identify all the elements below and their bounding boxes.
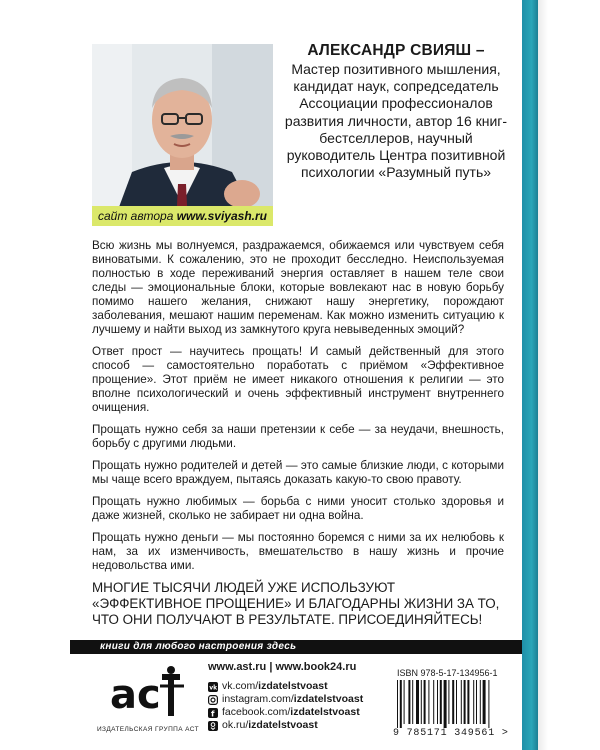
author-site-bar — [92, 206, 273, 226]
barcode-bar — [412, 680, 413, 724]
social-handle: izdatelstvoast — [290, 706, 360, 718]
social-handle: izdatelstvoast — [248, 719, 318, 731]
publisher-sites[interactable]: www.ast.ru | www.book24.ru — [208, 661, 357, 673]
barcode-bar — [448, 680, 449, 724]
social-link-ok[interactable] — [208, 719, 398, 732]
social-handle: izdatelstvoast — [258, 680, 328, 692]
social-prefix: ok.ru/ — [222, 719, 249, 731]
barcode-bar — [488, 680, 489, 728]
barcode-bar — [456, 680, 457, 724]
barcode-bar — [433, 680, 434, 724]
annotation-paragraph: Ответ прост — научитесь прощать! И самый действенный для этого способ — самостоятельно поработать с приёмом «Эффективное прощение». Этот приём не имеет никакого отношения к религии — это вполне психологический и очень эффективный инструмент внутреннего очищения. — [92, 345, 504, 414]
barcode-bar — [408, 680, 410, 724]
annotation-text — [92, 239, 504, 581]
social-link-instagram[interactable] — [208, 693, 398, 706]
author-name: АЛЕКСАНДР СВИЯШ – — [307, 42, 485, 59]
social-prefix: vk.com/ — [222, 680, 259, 692]
spine-edge — [522, 0, 538, 750]
barcode-bar — [437, 680, 438, 724]
ast-logo — [100, 664, 196, 724]
barcode-bar — [440, 680, 442, 724]
author-site-url: www.sviyash.ru — [176, 209, 267, 223]
barcode-bar — [428, 680, 429, 724]
call-to-action: МНОГИЕ ТЫСЯЧИ ЛЮДЕЙ УЖЕ ИСПОЛЬЗУЮТ «ЭФФЕКТИВНОЕ ПРОЩЕНИЕ» И БЛАГОДАРНЫ ЖИЗНИ ЗА ТО, ЧТО ОНИ ПОЛУЧАЮТ В РЕЗУЛЬТАТЕ. ПРИСОЕДИНЯЙТЕСЬ! — [92, 580, 500, 627]
barcode-bar — [416, 680, 419, 724]
author-portrait-illustration — [92, 44, 273, 226]
author-site-label: сайт автора — [98, 209, 174, 223]
barcode-bar — [467, 680, 469, 724]
author-photo — [92, 44, 273, 226]
publisher-caption: ИЗДАТЕЛЬСКАЯ ГРУППА АСТ — [96, 726, 199, 733]
annotation-paragraph: Прощать нужно родителей и детей — это самые близкие люди, с которыми мы чаще всего враждуем, пытаясь доказать какую-то свою правоту. — [92, 459, 504, 486]
spine-shadow — [538, 0, 548, 750]
annotation-paragraph: Прощать нужно деньги — мы постоянно боремся с ними за их нелюбовь к нам, за их изменчивость, вмешательство в нашу жизнь и прочие недовольства ими. — [92, 531, 504, 572]
barcode-bar — [480, 680, 481, 724]
barcode-bar — [473, 680, 474, 724]
barcode-bar — [444, 680, 447, 728]
barcode-bar — [421, 680, 422, 724]
social-prefix: facebook.com/ — [222, 706, 291, 718]
barcode-bar — [400, 680, 402, 728]
series-banner: книги для любого настроения здесь — [70, 640, 522, 654]
vk-icon — [208, 682, 218, 692]
barcode-bar — [424, 680, 426, 724]
barcode-bar — [464, 680, 466, 724]
author-bio: Мастер позитивного мышления, кандидат наук, сопредседатель Ассоциации профессионалов развития личности, автор 16 книг-бестселлеров, научный руководитель Центра позитивной психологии «Разумный путь» — [284, 61, 508, 181]
barcode-image — [393, 680, 509, 728]
facebook-icon — [208, 708, 218, 718]
social-prefix: instagram.com/ — [222, 693, 294, 705]
back-cover — [70, 22, 522, 750]
svg-text:vk: vk — [209, 684, 218, 692]
barcode-bar — [452, 680, 454, 724]
social-handle: izdatelstvoast — [293, 693, 364, 705]
ok-icon — [208, 721, 218, 731]
instagram-icon — [208, 695, 218, 705]
social-link-vk[interactable] — [208, 680, 398, 693]
barcode-bar — [461, 680, 462, 724]
ean-digits: 9 785171 349561 > — [393, 728, 509, 739]
svg-text:ac: ac — [110, 672, 161, 718]
barcode-bar — [404, 680, 405, 724]
social-link-facebook[interactable] — [208, 706, 398, 719]
barcode-bar — [476, 680, 477, 724]
isbn-block — [393, 668, 509, 739]
annotation-paragraph: Всю жизнь мы волнуемся, раздражаемся, обижаемся или чувствуем себя виноватыми. К сожалению, это не проходит бесследно. Неиспользуемая полностью в ходе переживаний энергия оставляет в нашем теле свои следы — эмоциональные блоки, которые вовлекают нас в новую борьбу помимо нашего желания, снижают нашу энергетику, порождают заболевания, мешают нашим переменам. Как можно изменить ситуацию к лучшему и найти выход из замкнутого круга невыведенных эмоций? — [92, 239, 504, 336]
barcode-bar — [397, 680, 398, 728]
annotation-paragraph: Прощать нужно себя за наши претензии к себе — за неудачи, внешность, борьбу с другими людьми. — [92, 423, 504, 450]
author-info — [280, 42, 512, 181]
annotation-paragraph: Прощать нужно любимых — борьба с ними уносит столько здоровья и даже жизней, сколько не забирает ни одна война. — [92, 495, 504, 522]
barcode-bar — [483, 680, 486, 724]
publisher-links — [208, 660, 398, 732]
svg-text:f: f — [211, 708, 215, 718]
isbn-number: ISBN 978-5-17-134956-1 — [397, 668, 498, 678]
